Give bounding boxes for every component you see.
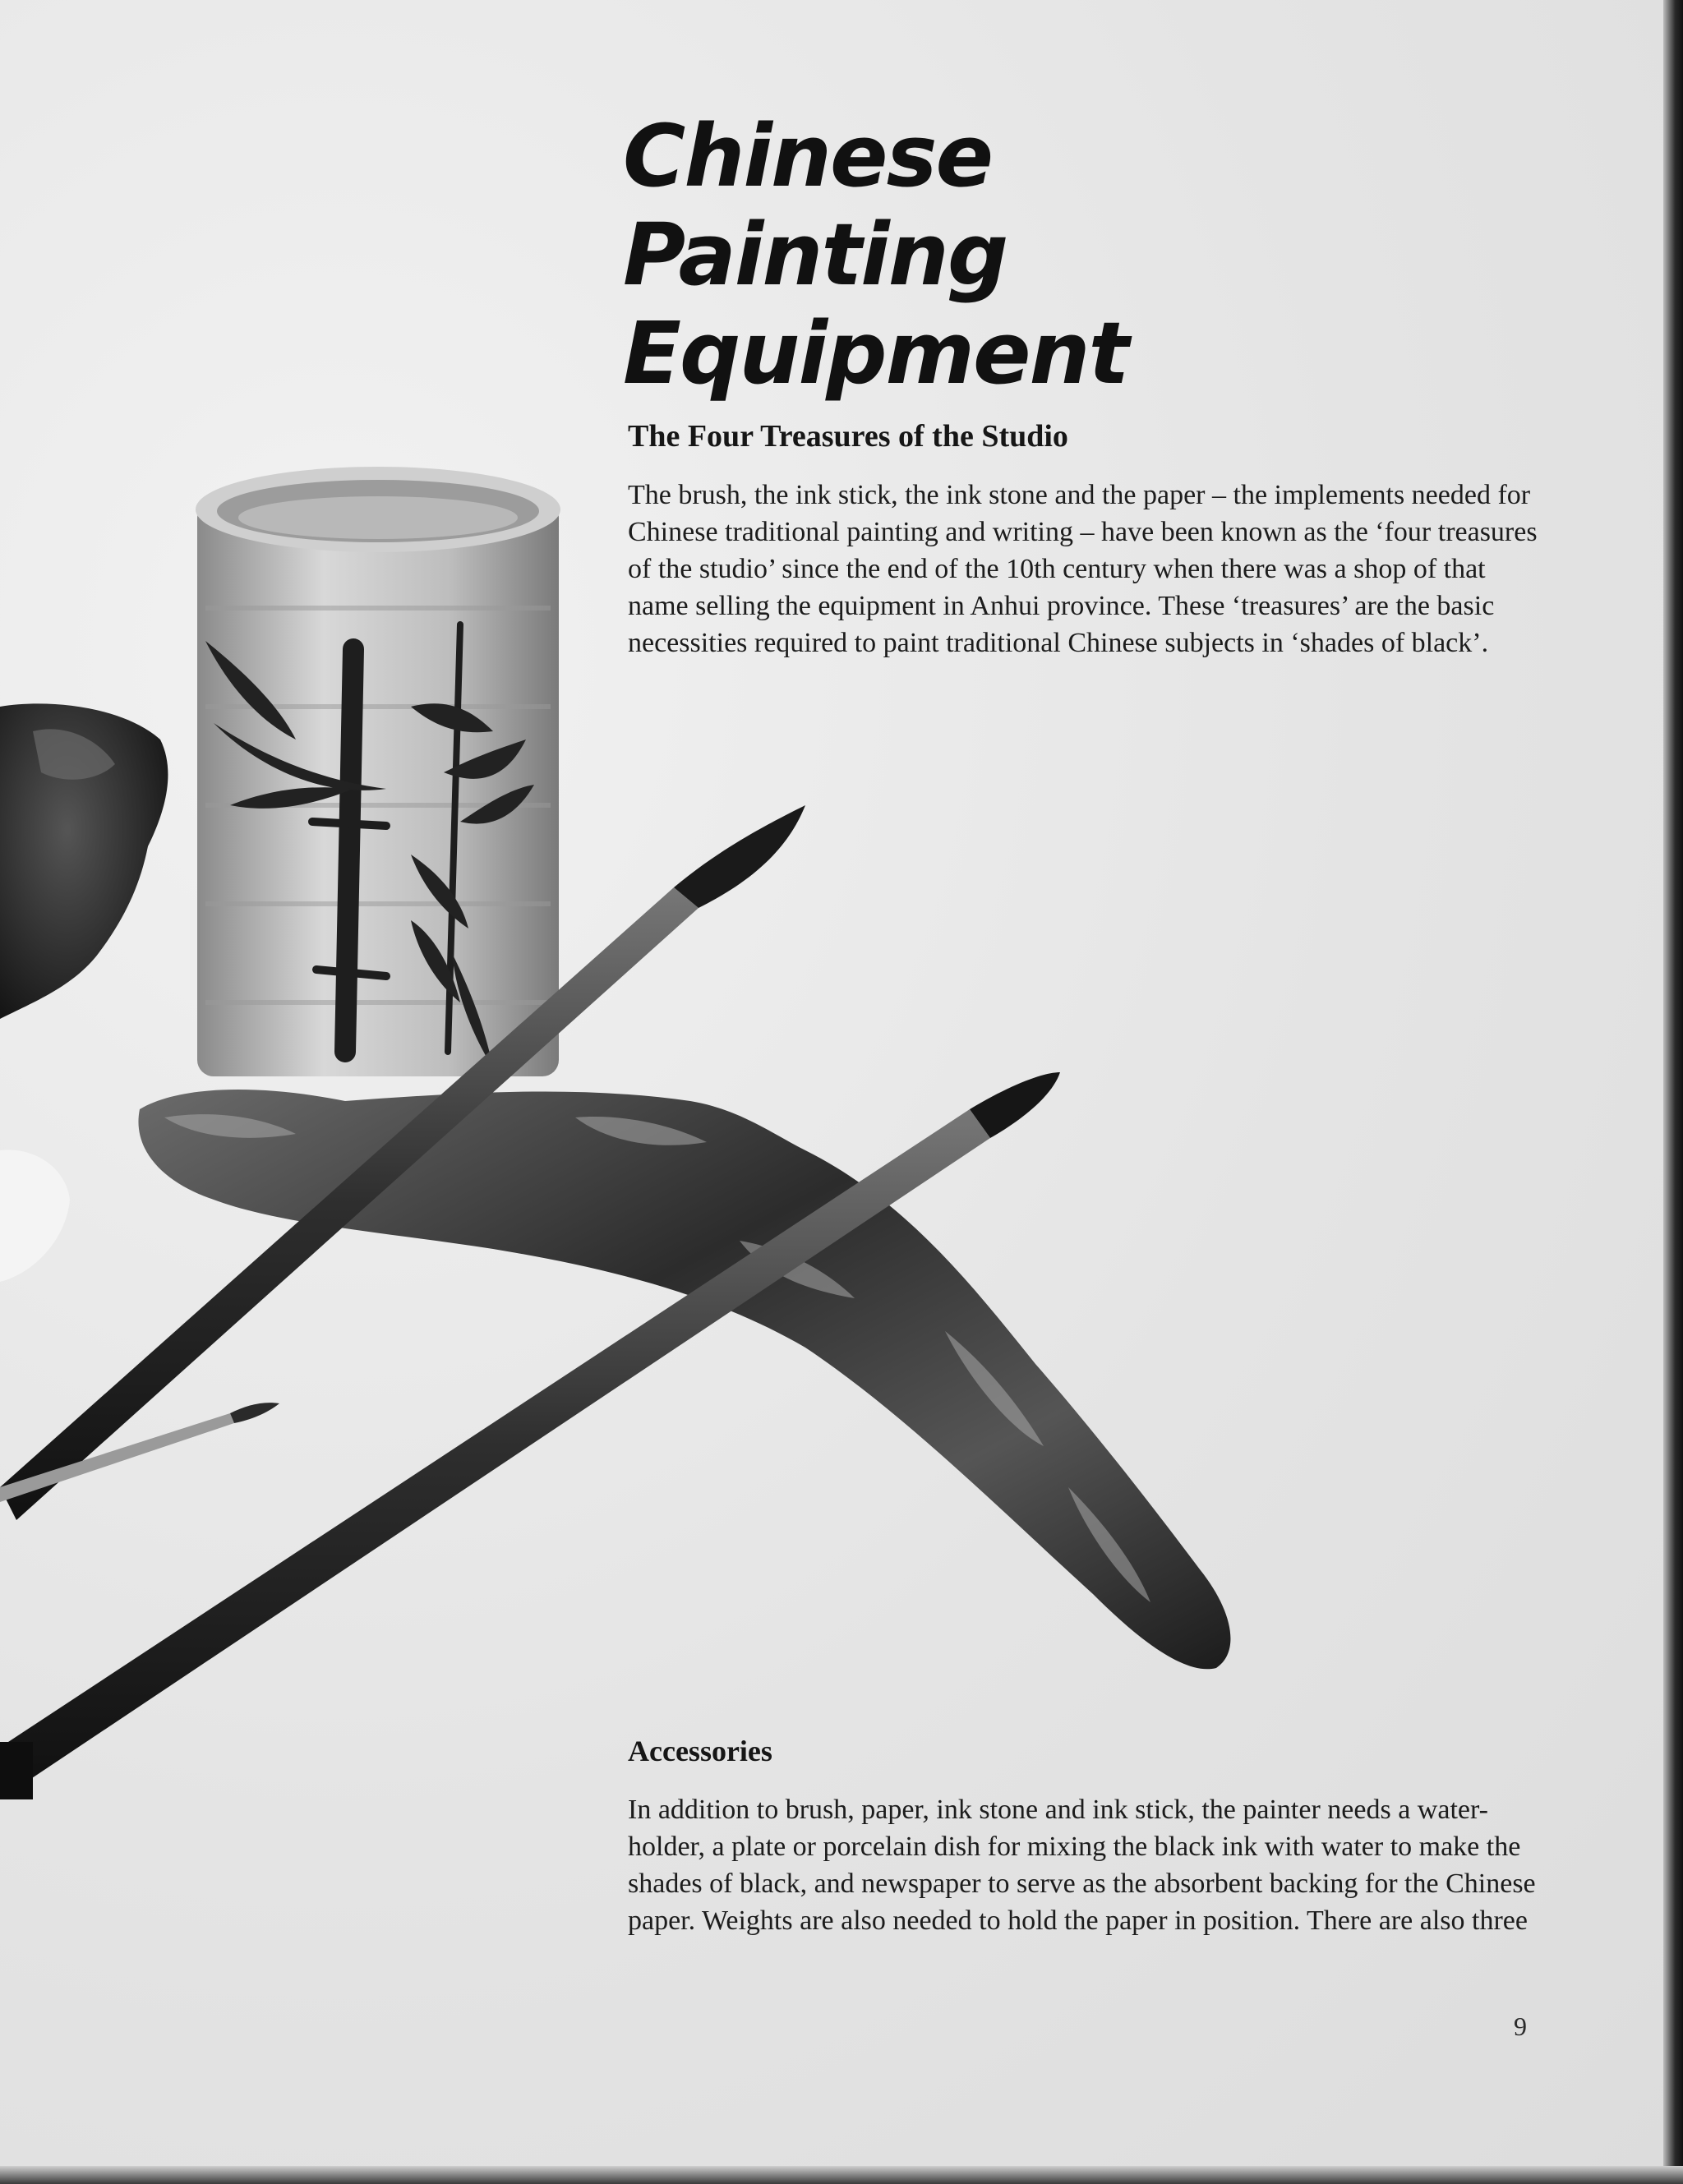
page-number: 9 [1514, 2011, 1527, 2041]
section-heading-accessories: Accessories [628, 1735, 772, 1767]
page-title-line-2: Equipment [623, 303, 1128, 403]
brush-pot-and-brushes-photo-icon [0, 460, 1249, 1808]
page-title-line-1: Chinese Painting [623, 106, 1007, 305]
section-body-four-treasures: The brush, the ink stick, the ink stone and the paper – the implements needed for Chinese traditional painting and writing – have been known as the ‘four treasures of the studio’ since the end of the 10th century when there was a shop of that name selling the equipment in Anhui province. These ‘treasures’ are the basic necessities required to paint traditional Chinese subjects in ‘shades of black’. [628, 480, 1538, 658]
section-heading-four-treasures: The Four Treasures of the Studio [628, 419, 1068, 454]
book-spine-edge [1663, 0, 1683, 2184]
section-body-accessories: In addition to brush, paper, ink stone and ink stick, the painter needs a water-holder, a plate or porcelain dish for mixing the black ink with water to make the shades of black, and newspaper to serve as the absorbent backing for the Chinese paper. Weights are also needed to hold the paper in position. There are also three [628, 1795, 1536, 1936]
book-bottom-edge [0, 2166, 1683, 2184]
page-title [623, 107, 1363, 403]
